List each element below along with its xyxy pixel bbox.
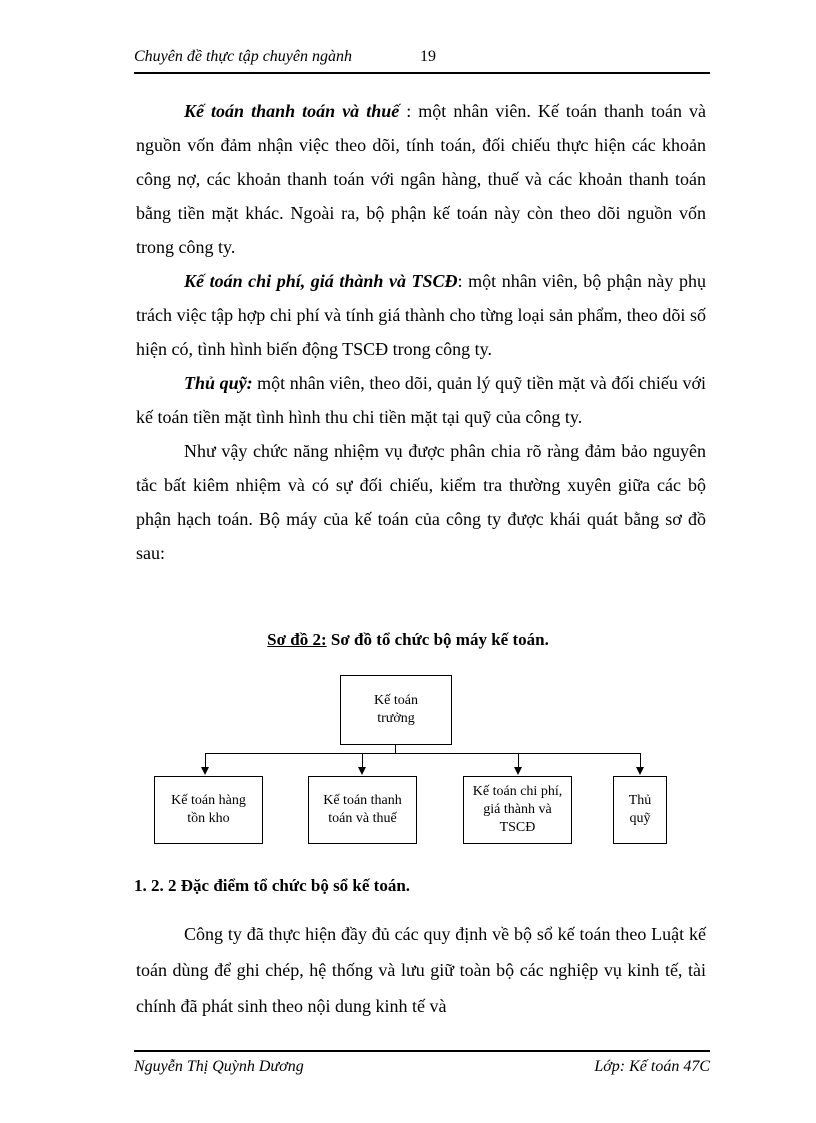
root-label: Kế toán trưởng — [374, 693, 418, 726]
child-label-cashier: Thủ quỹ — [628, 793, 652, 826]
arrow-4 — [636, 767, 644, 775]
body-text — [136, 94, 706, 570]
connector-root-down — [395, 745, 396, 753]
child-label-cost: Kế toán chi phí, giá thành và TSCĐ — [472, 784, 563, 835]
caption-text: Sơ đồ tổ chức bộ máy kế toán. — [326, 630, 549, 649]
diagram-caption — [0, 630, 816, 650]
text-summary: Như vậy chức năng nhiệm vụ được phân chia rõ ràng đảm bảo nguyên tắc bất kiêm nhiệm và có sự đối chiếu, kiểm tra thường xuyên giữa các bộ phận hạch toán. Bộ máy của kế toán của công ty được khái quát bằng sơ đồ sau: — [136, 441, 706, 563]
connector-drop-1 — [205, 753, 206, 769]
section-paragraph: Công ty đã thực hiện đầy đủ các quy định về bộ sổ kế toán theo Luật kế toán dùng để ghi chép, hệ thống và lưu giữ toàn bộ các nghiệp vụ kinh tế, tài chính đã phát sinh theo nội dung kinh tế và — [136, 924, 706, 1016]
child-box-inventory — [154, 776, 263, 844]
footer-class: Lớp: Kế toán 47C — [594, 1058, 710, 1075]
text-cost: : một nhân viên, bộ phận này phụ trách việc tập hợp chi phí và tính giá thành cho từng loại sản phẩm, theo dõi số hiện có, tình hình biến động TSCĐ trong công ty. — [136, 271, 706, 359]
child-box-cost — [463, 776, 572, 844]
child-box-payment-tax — [308, 776, 417, 844]
child-label-inventory: Kế toán hàng tồn kho — [171, 793, 246, 826]
connector-drop-2 — [362, 753, 363, 769]
caption-label: Sơ đồ 2: — [267, 630, 327, 649]
page-footer — [134, 1050, 710, 1075]
connector-drop-4 — [640, 753, 641, 769]
child-box-cashier — [613, 776, 667, 844]
paragraph-payment-tax — [136, 94, 706, 264]
arrow-3 — [514, 767, 522, 775]
root-box — [340, 675, 452, 745]
child-label-payment-tax: Kế toán thanh toán và thuế — [323, 793, 402, 826]
connector-drop-3 — [518, 753, 519, 769]
section-heading: 1. 2. 2 Đặc điểm tổ chức bộ sổ kế toán. — [134, 876, 411, 895]
page-number: 19 — [420, 48, 436, 65]
footer-author: Nguyễn Thị Quỳnh Dương — [134, 1058, 304, 1075]
term-payment-tax: Kế toán thanh toán và thuế — [184, 101, 400, 121]
page-header — [134, 48, 710, 74]
header-title: Chuyên đề thực tập chuyên ngành — [134, 48, 352, 65]
arrow-2 — [358, 767, 366, 775]
paragraph-summary — [136, 434, 706, 570]
arrow-1 — [201, 767, 209, 775]
paragraph-cost — [136, 264, 706, 366]
section-body — [136, 916, 706, 1024]
term-cost: Kế toán chi phí, giá thành và TSCĐ — [184, 271, 458, 291]
text-cashier: một nhân viên, theo dõi, quản lý quỹ tiền mặt và đối chiếu với kế toán tiền mặt tình hình thu chi tiền mặt tại quỹ của công ty. — [136, 373, 707, 427]
term-cashier: Thủ quỹ: — [184, 373, 253, 393]
connector-horizontal — [205, 753, 641, 754]
text-payment-tax: : một nhân viên. Kế toán thanh toán và nguồn vốn đảm nhận việc theo dõi, tính toán, đối chiếu thực hiện các khoản công nợ, các khoản thanh toán với ngân hàng, thuế và các khoản thanh toán bằng tiền mặt khác. Ngoài ra, bộ phận kế toán này còn theo dõi nguồn vốn trong công ty. — [136, 101, 706, 257]
paragraph-cashier — [136, 366, 706, 434]
